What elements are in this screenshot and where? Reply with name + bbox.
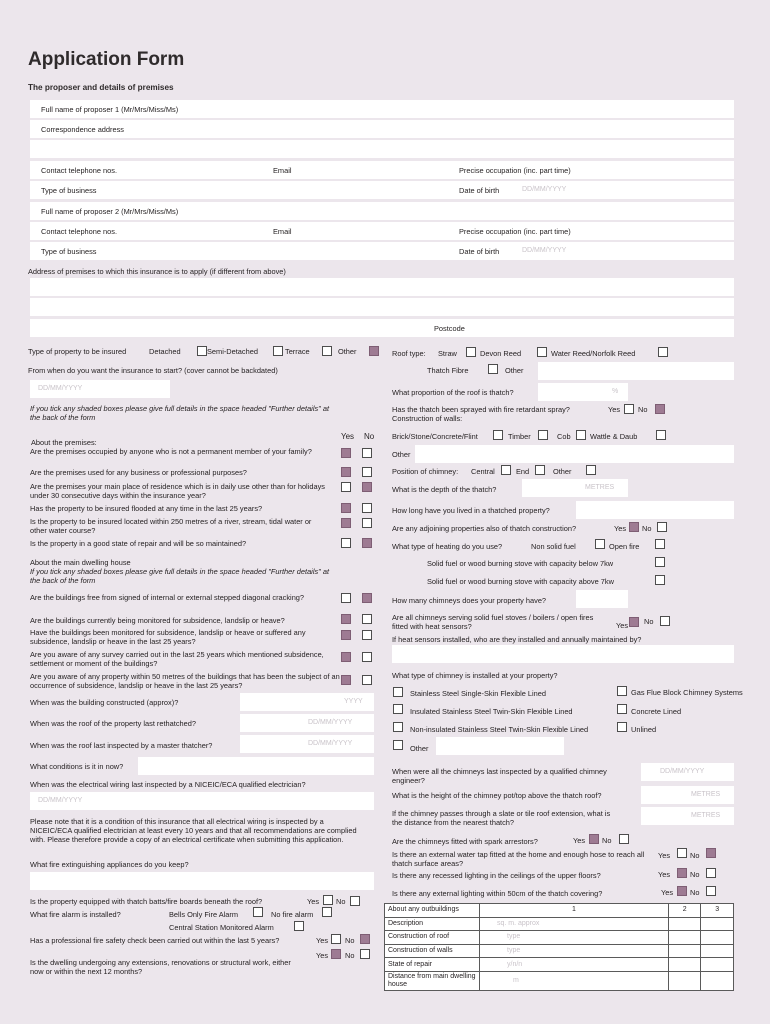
lived-field[interactable]	[576, 501, 734, 519]
q4-yes-checkbox[interactable]	[341, 503, 351, 513]
d2-yes-checkbox[interactable]	[341, 614, 351, 624]
question: Are the buildings currently being monitored for subsidence, landslip or heave?	[30, 616, 285, 625]
table-header-cell: 1	[480, 904, 669, 918]
label: Other	[338, 347, 357, 356]
label: If heat sensors installed, who are they installed and annually maintained by?	[392, 635, 642, 644]
d4-yes-checkbox[interactable]	[341, 652, 351, 662]
label: No	[644, 617, 654, 626]
label: No fire alarm	[271, 910, 314, 919]
label: Yes	[608, 405, 621, 414]
placeholder: DD/MM/YYYY	[522, 247, 567, 254]
q5-no-checkbox[interactable]	[362, 518, 372, 528]
postcode-field[interactable]	[30, 319, 734, 337]
label: Timber	[508, 432, 531, 441]
label: When was the electrical wiring last inspected by a NICEIC/ECA qualified electrician?	[30, 780, 306, 789]
q4-no-checkbox[interactable]	[362, 503, 372, 513]
proposer2-contact-row[interactable]	[30, 222, 734, 240]
row-label: Description	[385, 917, 480, 931]
label: What conditions is it in now?	[30, 762, 124, 771]
question: Is the property to be insured located within 250 metres of a river, stream, tidal water or other water course?	[30, 517, 312, 535]
inspected-date-field[interactable]	[240, 735, 374, 753]
table-cell[interactable]	[480, 917, 669, 931]
label: Address of premises to which this insurance is to apply (if different from above)	[28, 267, 286, 276]
question: Have the buildings been monitored for subsidence, landslip or heave or suffered any subsidence, landslip or heave in the last 25 years?	[30, 628, 306, 646]
premises-address-line2[interactable]	[30, 298, 734, 316]
water-reed-checkbox[interactable]	[658, 347, 668, 357]
label: From when do you want the insurance to start? (cover cannot be backdated)	[28, 366, 278, 375]
table-cell[interactable]	[701, 971, 734, 990]
no-column-header: No	[364, 432, 375, 441]
label: What proportion of the roof is thatch?	[392, 388, 514, 397]
label: Type of business	[41, 186, 97, 195]
chimney-type-other-checkbox[interactable]	[393, 740, 403, 750]
label: Email	[273, 227, 292, 236]
label: What is the height of the chimney pot/top above the thatch roof?	[392, 791, 602, 800]
table-header-cell: About any outbuildings	[385, 904, 480, 918]
question: Is the dwelling undergoing any extensions, renovations or structural work, either now or within the next 12 months?	[30, 958, 291, 976]
correspondence-address-line2[interactable]	[30, 140, 734, 158]
table-row	[385, 958, 734, 972]
placeholder: DD/MM/YYYY	[522, 186, 567, 193]
label: Straw	[438, 349, 457, 358]
recessed-yes-checkbox[interactable]	[677, 868, 687, 878]
table-cell[interactable]	[701, 917, 734, 931]
placeholder: DD/MM/YYYY	[38, 797, 83, 804]
label: Solid fuel or wood burning stove with capacity above 7kw	[427, 577, 614, 586]
question: Are the premises your main place of residence which is in daily use other than for holidays under 30 consecutive days within the insurance year?	[30, 482, 325, 500]
concrete-lined-checkbox[interactable]	[617, 704, 627, 714]
works-yes-checkbox[interactable]	[331, 949, 341, 959]
table-cell[interactable]	[668, 958, 701, 972]
placeholder: METRES	[691, 791, 721, 798]
ss-non-checkbox[interactable]	[393, 722, 403, 732]
label: How long have you lived in a thatched property?	[392, 506, 550, 515]
batts-no-checkbox[interactable]	[350, 896, 360, 906]
sensors-yes-checkbox[interactable]	[629, 617, 639, 627]
dwelling-heading: About the main dwelling house	[30, 558, 131, 567]
sensors-who-field[interactable]	[392, 645, 734, 663]
label: No	[690, 870, 700, 879]
q5-yes-checkbox[interactable]	[341, 518, 351, 528]
label: Contact telephone nos.	[41, 166, 118, 175]
label: Bells Only Fire Alarm	[169, 910, 238, 919]
adjoining-yes-checkbox[interactable]	[629, 522, 639, 532]
devon-reed-checkbox[interactable]	[537, 347, 547, 357]
cell-hint: y/n/n	[507, 960, 523, 968]
label: Terrace	[285, 347, 310, 356]
label: No	[642, 524, 652, 533]
label: Precise occupation (inc. part time)	[459, 227, 571, 236]
label: Other	[505, 366, 524, 375]
batts-yes-checkbox[interactable]	[323, 895, 333, 905]
table-cell[interactable]	[668, 971, 701, 990]
placeholder: DD/MM/YYYY	[660, 768, 705, 775]
question: Are all chimneys serving solid fuel stoves / boilers / open fires fitted with heat sensors?	[392, 613, 594, 631]
d5-no-checkbox[interactable]	[362, 675, 372, 685]
label: Date of birth	[459, 186, 500, 195]
walls-other-field[interactable]	[415, 445, 734, 463]
central-alarm-checkbox[interactable]	[294, 921, 304, 931]
proposer2-business-row[interactable]	[30, 242, 734, 260]
label: What type of heating do you use?	[392, 542, 503, 551]
sensors-no-checkbox[interactable]	[660, 616, 670, 626]
question: Are you aware of any survey carried out in the last 25 years which mentioned subsidence, settlement or moment of the buildings?	[30, 650, 324, 668]
detached-checkbox[interactable]	[197, 346, 207, 356]
cell-hint: m	[513, 976, 519, 984]
label: Devon Reed	[480, 349, 522, 358]
adjoining-no-checkbox[interactable]	[657, 522, 667, 532]
label: Yes	[661, 888, 674, 897]
label: Date of birth	[459, 247, 500, 256]
question: Is there an external water tap fitted at the home and enough hose to reach all thatch surface areas?	[392, 850, 645, 868]
label: Yes	[614, 524, 627, 533]
placeholder: DD/MM/YYYY	[308, 719, 353, 726]
q6-yes-checkbox[interactable]	[341, 538, 351, 548]
label: What fire alarm is installed?	[30, 910, 121, 919]
label: No	[690, 888, 700, 897]
chimney-type-other-field[interactable]	[436, 737, 564, 755]
label: Yes	[307, 897, 320, 906]
label: Other	[392, 450, 411, 459]
table-cell[interactable]	[480, 931, 669, 945]
label: When was the roof of the property last rethatched?	[30, 719, 196, 728]
cell-hint: type	[507, 933, 521, 941]
non-solid-fuel-checkbox[interactable]	[595, 539, 605, 549]
placeholder: METRES	[691, 812, 721, 819]
label: Other	[410, 744, 429, 753]
label: Yes	[316, 951, 329, 960]
d1-no-checkbox[interactable]	[362, 593, 372, 603]
correspondence-address-field[interactable]	[30, 120, 734, 138]
label: Correspondence address	[41, 125, 124, 134]
label: What fire extinguishing appliances do you keep?	[30, 860, 189, 869]
thatch-fibre-checkbox[interactable]	[488, 364, 498, 374]
label: Other	[553, 467, 572, 476]
table-cell[interactable]	[701, 944, 734, 958]
chimney-central-checkbox[interactable]	[501, 465, 511, 475]
rethatched-date-field[interactable]	[240, 714, 374, 732]
label: Contact telephone nos.	[41, 227, 118, 236]
q2-no-checkbox[interactable]	[362, 467, 372, 477]
note: Please note that it is a condition of this insurance that all electrical wiring is inspected by a NICEIC/ECA qualified electrician at least every 10 years and that all recommendations are complied with. Please therefore provide a copy of an electrical certificate when submitting this application.	[30, 817, 357, 844]
label: Yes	[658, 851, 671, 860]
question: Has the property to be insured flooded at any time in the last 25 years?	[30, 504, 263, 513]
property-other-checkbox[interactable]	[369, 346, 379, 356]
label: Thatch Fibre	[427, 366, 469, 375]
tap-no-checkbox[interactable]	[706, 848, 716, 858]
label: No	[336, 897, 346, 906]
roof-other-field[interactable]	[538, 362, 734, 380]
proposer1-business-row[interactable]	[30, 181, 734, 199]
semi-detached-checkbox[interactable]	[273, 346, 283, 356]
sprayed-yes-checkbox[interactable]	[624, 404, 634, 414]
table-cell[interactable]	[701, 958, 734, 972]
table-row	[385, 971, 734, 990]
placeholder: METRES	[585, 484, 615, 491]
section-heading: The proposer and details of premises	[28, 83, 174, 92]
label: Wattle & Daub	[590, 432, 638, 441]
note: If you tick any shaded boxes please give full details in the space headed "Further details" at the back of the form	[30, 567, 329, 585]
condition-field[interactable]	[138, 757, 374, 775]
unlined-checkbox[interactable]	[617, 722, 627, 732]
label: What is the depth of the thatch?	[392, 485, 497, 494]
safety-no-checkbox[interactable]	[360, 934, 370, 944]
row-label: State of repair	[385, 958, 480, 972]
label: When was the roof last inspected by a master thatcher?	[30, 741, 213, 750]
q1-no-checkbox[interactable]	[362, 448, 372, 458]
brick-checkbox[interactable]	[493, 430, 503, 440]
table-row	[385, 931, 734, 945]
label: What type of chimney is installed at your property?	[392, 671, 558, 680]
row-label: Distance from main dwelling house	[385, 971, 480, 990]
label: Yes	[316, 936, 329, 945]
label: Is the property equipped with thatch batts/fire boards beneath the roof?	[30, 897, 263, 906]
straw-checkbox[interactable]	[466, 347, 476, 357]
label: Is there any recessed lighting in the ceilings of the upper floors?	[392, 871, 601, 880]
label: When was the building constructed (approx)?	[30, 698, 179, 707]
arrestors-yes-checkbox[interactable]	[589, 834, 599, 844]
label: Yes	[616, 621, 629, 630]
label: Full name of proposer 2 (Mr/Mrs/Miss/Ms)	[41, 207, 179, 216]
placeholder: %	[612, 388, 619, 395]
tap-yes-checkbox[interactable]	[677, 848, 687, 858]
stove-above-checkbox[interactable]	[655, 575, 665, 585]
premises-address-line1[interactable]	[30, 278, 734, 296]
table-cell[interactable]	[668, 944, 701, 958]
label: Type of business	[41, 247, 97, 256]
external-yes-checkbox[interactable]	[677, 886, 687, 896]
table-cell[interactable]	[480, 944, 669, 958]
label: Detached	[149, 347, 181, 356]
label: Semi-Detached	[207, 347, 258, 356]
label: End	[516, 467, 530, 476]
chimney-end-checkbox[interactable]	[535, 465, 545, 475]
label: Email	[273, 166, 292, 175]
safety-yes-checkbox[interactable]	[331, 934, 341, 944]
label: Solid fuel or wood burning stove with capacity below 7kw	[427, 559, 614, 568]
terrace-checkbox[interactable]	[322, 346, 332, 356]
table-header-cell: 2	[668, 904, 701, 918]
question: Are the buildings free from signed of internal or external stepped diagonal cracking?	[30, 593, 305, 602]
d2-no-checkbox[interactable]	[362, 614, 372, 624]
label: Roof type:	[392, 349, 426, 358]
chimney-other-checkbox[interactable]	[586, 465, 596, 475]
label: No	[345, 936, 355, 945]
label: Full name of proposer 1 (Mr/Mrs/Miss/Ms)	[41, 105, 179, 114]
no-alarm-checkbox[interactable]	[322, 907, 332, 917]
question: Are the premises used for any business or professional purposes?	[30, 468, 247, 477]
question: When were all the chimneys last inspected by a qualified chimney engineer?	[392, 767, 607, 785]
sprayed-no-checkbox[interactable]	[655, 404, 665, 414]
label: How many chimneys does your property have?	[392, 596, 547, 605]
label: No	[638, 405, 648, 414]
label: Precise occupation (inc. part time)	[459, 166, 571, 175]
label: Are any adjoining properties also of thatch construction?	[392, 524, 577, 533]
table-cell[interactable]	[480, 958, 669, 972]
page-title: Application Form	[28, 49, 185, 70]
q6-no-checkbox[interactable]	[362, 538, 372, 548]
premises-heading: About the premises:	[31, 438, 97, 447]
label: Cob	[557, 432, 571, 441]
table-row	[385, 944, 734, 958]
label: Open fire	[609, 542, 640, 551]
table-row	[385, 917, 734, 931]
label: No	[345, 951, 355, 960]
d3-yes-checkbox[interactable]	[341, 630, 351, 640]
label: Is there any external lighting within 50cm of the thatch covering?	[392, 889, 603, 898]
label: Non solid fuel	[531, 542, 576, 551]
label: Brick/Stone/Concrete/Flint	[392, 432, 478, 441]
table-cell[interactable]	[668, 931, 701, 945]
question: If the chimney passes through a slate or tile roof extension, what is the distance from the nearest thatch?	[392, 809, 611, 827]
q3-yes-checkbox[interactable]	[341, 482, 351, 492]
d1-yes-checkbox[interactable]	[341, 593, 351, 603]
question: Are the premises occupied by anyone who is not a permanent member of your family?	[30, 447, 312, 456]
label: Water Reed/Norfolk Reed	[551, 349, 636, 358]
question: Are you aware of any property within 50 metres of the buildings that has been the subject of an occurrence of subsidence, landslip or heave in the last 25 years?	[30, 672, 340, 690]
open-fire-checkbox[interactable]	[655, 539, 665, 549]
yes-column-header: Yes	[341, 432, 355, 441]
stove-below-checkbox[interactable]	[655, 557, 665, 567]
table-header-cell: 3	[701, 904, 734, 918]
extinguish-field[interactable]	[30, 872, 374, 890]
cell-hint: sq. m. approx	[497, 919, 540, 927]
label: Stainless Steel Single-Skin Flexible Lined	[410, 689, 546, 698]
label: Type of property to be insured	[28, 347, 127, 356]
label: Non-insulated Stainless Steel Twin-Skin Flexible Lined	[410, 725, 589, 734]
chimneys-count-field[interactable]	[576, 590, 628, 608]
gas-flue-checkbox[interactable]	[617, 686, 627, 696]
q2-yes-checkbox[interactable]	[341, 467, 351, 477]
label: No	[602, 836, 612, 845]
table-cell[interactable]	[480, 971, 669, 990]
label: Position of chimney:	[392, 467, 459, 476]
label: Insulated Stainless Steel Twin-Skin Flexible Lined	[410, 707, 573, 716]
ss-twin-checkbox[interactable]	[393, 704, 403, 714]
table-cell[interactable]	[701, 931, 734, 945]
row-label: Construction of walls	[385, 944, 480, 958]
placeholder: DD/MM/YYYY	[38, 385, 83, 392]
placeholder: YYYY	[344, 698, 363, 705]
label: Concrete Lined	[631, 707, 682, 716]
table-header-row	[385, 904, 734, 918]
label: Gas Flue Block Chimney Systems	[631, 688, 743, 697]
placeholder: DD/MM/YYYY	[308, 740, 353, 747]
works-no-checkbox[interactable]	[360, 949, 370, 959]
cell-hint: type	[507, 947, 521, 955]
external-no-checkbox[interactable]	[706, 886, 716, 896]
note: If you tick any shaded boxes please give full details in the space headed "Further details" at the back of the form	[30, 404, 329, 422]
question: Has a professional fire safety check been carried out within the last 5 years?	[30, 936, 280, 945]
cob-checkbox[interactable]	[576, 430, 586, 440]
question: Has the thatch been sprayed with fire retardant spray? Construction of walls:	[392, 405, 570, 423]
proposer1-contact-row[interactable]	[30, 161, 734, 179]
question: Is the property in a good state of repair and will be so maintained?	[30, 539, 247, 548]
q1-yes-checkbox[interactable]	[341, 448, 351, 458]
table-cell[interactable]	[668, 917, 701, 931]
timber-checkbox[interactable]	[538, 430, 548, 440]
label: Central Station Monitored Alarm	[169, 923, 274, 932]
label: Central	[471, 467, 495, 476]
label: No	[690, 851, 700, 860]
recessed-no-checkbox[interactable]	[706, 868, 716, 878]
d4-no-checkbox[interactable]	[362, 652, 372, 662]
bells-alarm-checkbox[interactable]	[253, 907, 263, 917]
label: Unlined	[631, 725, 657, 734]
d3-no-checkbox[interactable]	[362, 630, 372, 640]
q3-no-checkbox[interactable]	[362, 482, 372, 492]
ss-single-checkbox[interactable]	[393, 687, 403, 697]
arrestors-no-checkbox[interactable]	[619, 834, 629, 844]
d5-yes-checkbox[interactable]	[341, 675, 351, 685]
label: Postcode	[434, 324, 465, 333]
outbuildings-table	[384, 903, 734, 991]
wattle-checkbox[interactable]	[656, 430, 666, 440]
label: Yes	[573, 836, 586, 845]
row-label: Construction of roof	[385, 931, 480, 945]
label: Are the chimneys fitted with spark arrestors?	[392, 837, 538, 846]
label: Yes	[658, 870, 671, 879]
